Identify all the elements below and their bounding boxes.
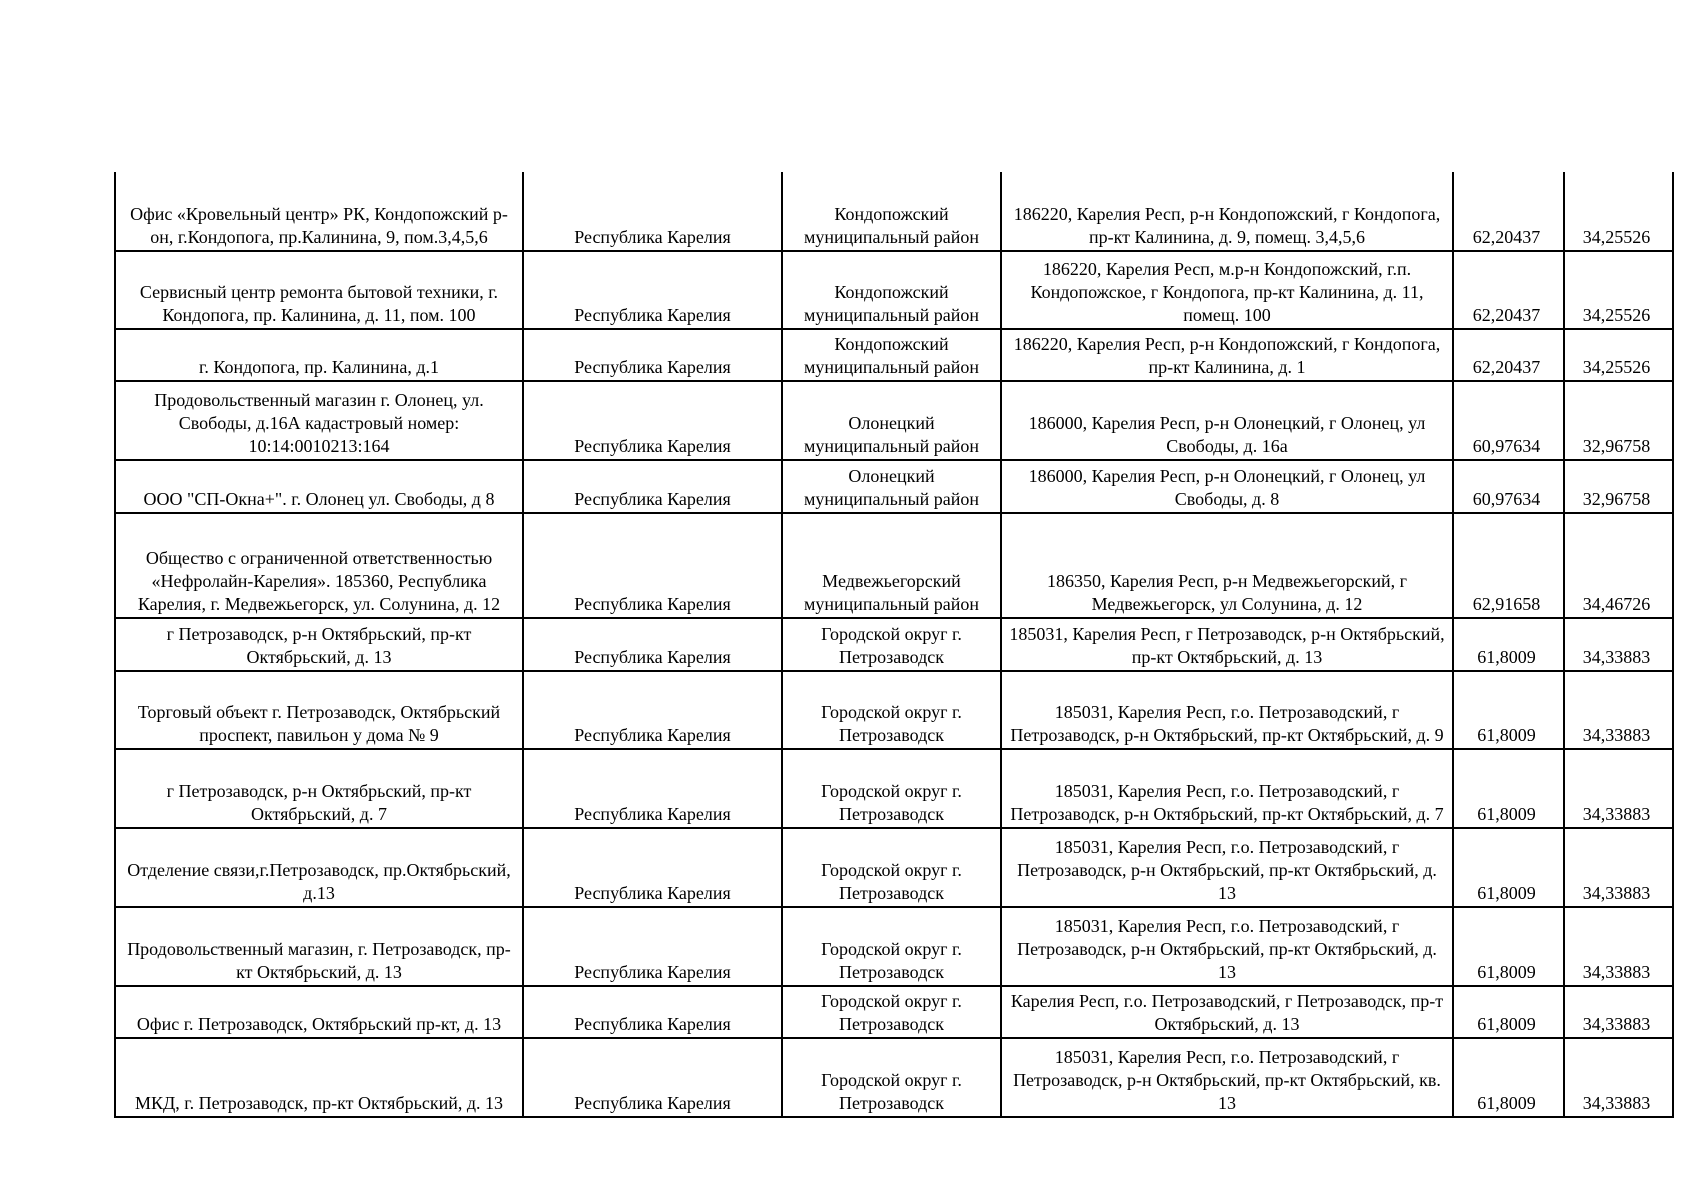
objects-table (114, 172, 1674, 1118)
longitude-cell: 34,33883 (1564, 986, 1673, 1038)
district-cell: Городской округ г. Петрозаводск (782, 986, 1001, 1038)
latitude-cell: 60,97634 (1453, 381, 1564, 460)
object-name-cell: ООО "СП-Окна+". г. Олонец ул. Свободы, д 8 (115, 460, 523, 513)
address-cell: 186000, Карелия Респ, р-н Олонецкий, г Олонец, ул Свободы, д. 8 (1001, 460, 1453, 513)
object-name-cell: Сервисный центр ремонта бытовой техники, г. Кондопога, пр. Калинина, д. 11, пом. 100 (115, 251, 523, 329)
address-cell: 186220, Карелия Респ, м.р-н Кондопожский, г.п. Кондопожское, г Кондопога, пр-кт Калинина, д. 11, помещ. 100 (1001, 251, 1453, 329)
address-cell: 185031, Карелия Респ, г.о. Петрозаводский, г Петрозаводск, р-н Октябрьский, пр-кт Октябрьский, д. 9 (1001, 671, 1453, 749)
table-row (115, 329, 1673, 381)
latitude-cell: 61,8009 (1453, 986, 1564, 1038)
region-cell: Республика Карелия (523, 618, 782, 671)
district-cell: Городской округ г. Петрозаводск (782, 671, 1001, 749)
object-name-cell: Отделение связи,г.Петрозаводск, пр.Октябрьский, д.13 (115, 828, 523, 907)
district-cell: Городской округ г. Петрозаводск (782, 828, 1001, 907)
longitude-cell: 34,33883 (1564, 907, 1673, 986)
latitude-cell: 61,8009 (1453, 671, 1564, 749)
table-row (115, 749, 1673, 828)
object-name-cell: г Петрозаводск, р-н Октябрьский, пр-кт Октябрьский, д. 7 (115, 749, 523, 828)
district-cell: Медвежьегорский муниципальный район (782, 513, 1001, 618)
region-cell: Республика Карелия (523, 172, 782, 251)
district-cell: Городской округ г. Петрозаводск (782, 749, 1001, 828)
object-name-cell: Офис г. Петрозаводск, Октябрьский пр-кт, д. 13 (115, 986, 523, 1038)
longitude-cell: 32,96758 (1564, 381, 1673, 460)
address-cell: 185031, Карелия Респ, г.о. Петрозаводский, г Петрозаводск, р-н Октябрьский, пр-кт Октябрьский, д. 13 (1001, 828, 1453, 907)
table-row (115, 618, 1673, 671)
latitude-cell: 61,8009 (1453, 1038, 1564, 1117)
district-cell: Кондопожский муниципальный район (782, 251, 1001, 329)
region-cell: Республика Карелия (523, 513, 782, 618)
table-row (115, 986, 1673, 1038)
longitude-cell: 32,96758 (1564, 460, 1673, 513)
longitude-cell: 34,25526 (1564, 251, 1673, 329)
table-row (115, 251, 1673, 329)
region-cell: Республика Карелия (523, 381, 782, 460)
address-cell: 186000, Карелия Респ, р-н Олонецкий, г Олонец, ул Свободы, д. 16а (1001, 381, 1453, 460)
district-cell: Городской округ г. Петрозаводск (782, 1038, 1001, 1117)
region-cell: Республика Карелия (523, 749, 782, 828)
latitude-cell: 62,91658 (1453, 513, 1564, 618)
object-name-cell: Продовольственный магазин, г. Петрозаводск, пр-кт Октябрьский, д. 13 (115, 907, 523, 986)
object-name-cell: МКД, г. Петрозаводск, пр-кт Октябрьский, д. 13 (115, 1038, 523, 1117)
latitude-cell: 61,8009 (1453, 618, 1564, 671)
longitude-cell: 34,33883 (1564, 618, 1673, 671)
table-row (115, 513, 1673, 618)
table-row (115, 460, 1673, 513)
address-cell: 185031, Карелия Респ, г Петрозаводск, р-н Октябрьский, пр-кт Октябрьский, д. 13 (1001, 618, 1453, 671)
longitude-cell: 34,25526 (1564, 329, 1673, 381)
longitude-cell: 34,25526 (1564, 172, 1673, 251)
address-cell: 186220, Карелия Респ, р-н Кондопожский, г Кондопога, пр-кт Калинина, д. 1 (1001, 329, 1453, 381)
table-row (115, 671, 1673, 749)
table-row (115, 828, 1673, 907)
object-name-cell: Торговый объект г. Петрозаводск, Октябрьский проспект, павильон у дома № 9 (115, 671, 523, 749)
object-name-cell: г Петрозаводск, р-н Октябрьский, пр-кт Октябрьский, д. 13 (115, 618, 523, 671)
object-name-cell: г. Кондопога, пр. Калинина, д.1 (115, 329, 523, 381)
latitude-cell: 62,20437 (1453, 329, 1564, 381)
region-cell: Республика Карелия (523, 460, 782, 513)
district-cell: Олонецкий муниципальный район (782, 460, 1001, 513)
address-cell: Карелия Респ, г.о. Петрозаводский, г Петрозаводск, пр-т Октябрьский, д. 13 (1001, 986, 1453, 1038)
table-row (115, 1038, 1673, 1117)
address-cell: 185031, Карелия Респ, г.о. Петрозаводский, г Петрозаводск, р-н Октябрьский, пр-кт Октябрьский, д. 13 (1001, 907, 1453, 986)
region-cell: Республика Карелия (523, 828, 782, 907)
longitude-cell: 34,33883 (1564, 671, 1673, 749)
address-cell: 186350, Карелия Респ, р-н Медвежьегорский, г Медвежьегорск, ул Солунина, д. 12 (1001, 513, 1453, 618)
district-cell: Кондопожский муниципальный район (782, 172, 1001, 251)
latitude-cell: 61,8009 (1453, 828, 1564, 907)
table-row (115, 172, 1673, 251)
region-cell: Республика Карелия (523, 907, 782, 986)
object-name-cell: Общество с ограниченной ответственностью «Нефролайн-Карелия». 185360, Республика Карелия, г. Медвежьегорск, ул. Солунина, д. 12 (115, 513, 523, 618)
object-name-cell: Офис «Кровельный центр» РК, Кондопожский р-он, г.Кондопога, пр.Калинина, 9, пом.3,4,5,6 (115, 172, 523, 251)
latitude-cell: 60,97634 (1453, 460, 1564, 513)
district-cell: Олонецкий муниципальный район (782, 381, 1001, 460)
object-name-cell: Продовольственный магазин г. Олонец, ул. Свободы, д.16А кадастровый номер: 10:14:0010213:164 (115, 381, 523, 460)
latitude-cell: 61,8009 (1453, 749, 1564, 828)
longitude-cell: 34,33883 (1564, 828, 1673, 907)
latitude-cell: 62,20437 (1453, 251, 1564, 329)
longitude-cell: 34,33883 (1564, 749, 1673, 828)
region-cell: Республика Карелия (523, 986, 782, 1038)
region-cell: Республика Карелия (523, 671, 782, 749)
latitude-cell: 62,20437 (1453, 172, 1564, 251)
longitude-cell: 34,33883 (1564, 1038, 1673, 1117)
table-row (115, 381, 1673, 460)
table-row (115, 907, 1673, 986)
latitude-cell: 61,8009 (1453, 907, 1564, 986)
district-cell: Городской округ г. Петрозаводск (782, 618, 1001, 671)
address-cell: 185031, Карелия Респ, г.о. Петрозаводский, г Петрозаводск, р-н Октябрьский, пр-кт Октябрьский, кв. 13 (1001, 1038, 1453, 1117)
address-cell: 186220, Карелия Респ, р-н Кондопожский, г Кондопога, пр-кт Калинина, д. 9, помещ. 3,4,5,6 (1001, 172, 1453, 251)
region-cell: Республика Карелия (523, 329, 782, 381)
longitude-cell: 34,46726 (1564, 513, 1673, 618)
region-cell: Республика Карелия (523, 1038, 782, 1117)
region-cell: Республика Карелия (523, 251, 782, 329)
address-cell: 185031, Карелия Респ, г.о. Петрозаводский, г Петрозаводск, р-н Октябрьский, пр-кт Октябрьский, д. 7 (1001, 749, 1453, 828)
district-cell: Городской округ г. Петрозаводск (782, 907, 1001, 986)
district-cell: Кондопожский муниципальный район (782, 329, 1001, 381)
